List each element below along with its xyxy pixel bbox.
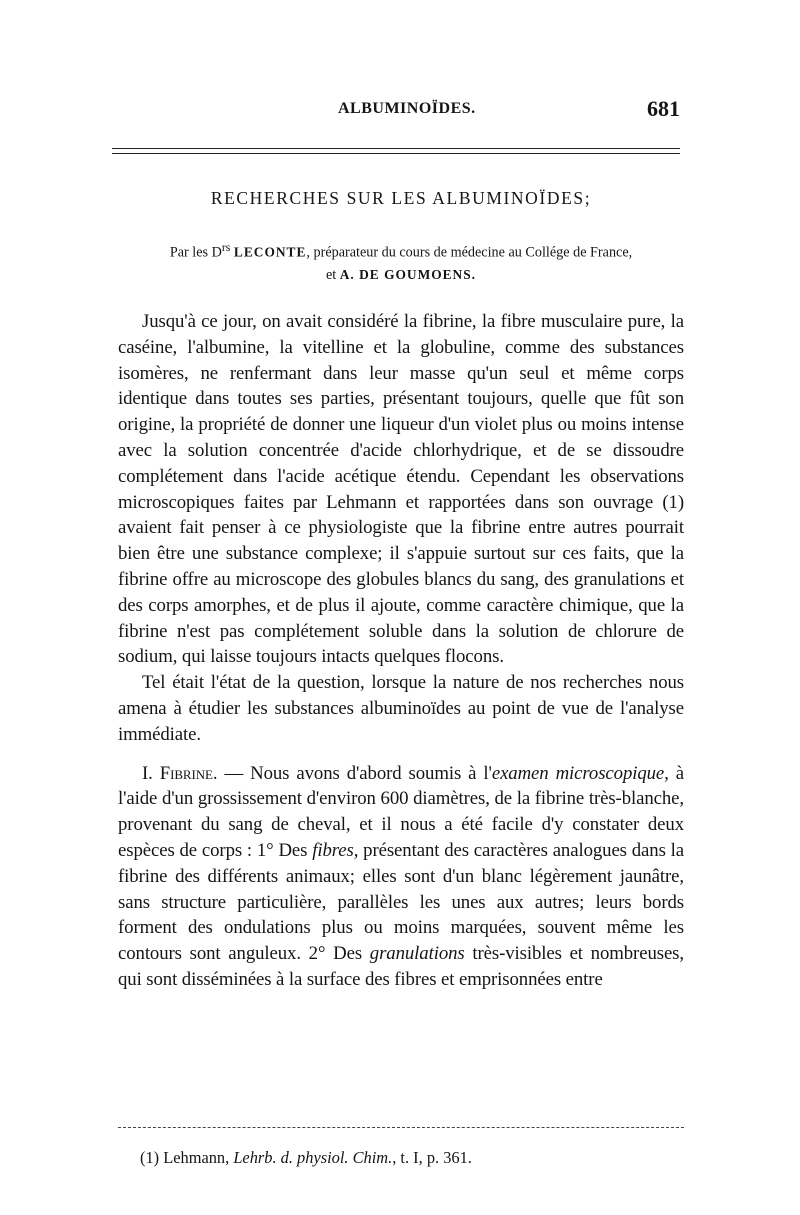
- byline: [118, 236, 684, 286]
- fibrine-text-2: à l'aide d'un grossissement d'environ 600 diamètres, de la fibrine très-blanche, provenant du sang de cheval, et il nous a été facile d'y constater deux espèces de corps : 1° Des: [118, 762, 685, 861]
- byline-conjunction: et: [325, 266, 337, 283]
- footnote-ref: , t. I, p. 361.: [392, 1148, 472, 1167]
- paragraph-intro: Jusqu'à ce jour, on avait considéré la fibrine, la fibre musculaire pure, la caséine, l'albumine, la vitelline et la globuline, comme des substances isomères, ne renfermant dans leur masse qu'un seul et même corps identique dans toutes ses parties, présentant toujours, quelle que fût son origine, la propriété de donner une liqueur d'un violet plus ou moins intense avec la solution concentrée d'acide chlorhydrique, et de se dissoudre complétement dans l'acide acétique étendu. Cependant les observations microscopiques faites par Lehmann et rapportées dans son ouvrage (1) avaient fait penser à ce physiologiste que la fibrine entre autres pourrait bien être une substance complexe; il s'appuie surtout sur ces faits, que la fibrine offre au microscope des globules blancs du sang, des granulations et des corps amorphes, et de plus il ajoute, comme caractère chimique, que la fibrine n'est pas complétement soluble dans la solution de chlorure de sodium, qui laisse toujours intacts quelques flocons.: [118, 311, 684, 668]
- header-double-rule: [112, 148, 680, 154]
- footnote-marker: (1) Lehmann,: [140, 1148, 234, 1167]
- article-body: [118, 309, 684, 993]
- footnote: [140, 1148, 680, 1168]
- emphasis-granulations: granulations: [369, 943, 465, 965]
- byline-prefix: Par les D: [169, 244, 222, 261]
- article-title: RECHERCHES SUR LES ALBUMINOÏDES;: [210, 188, 592, 208]
- fibrine-text-3: présentant des caractères analogues dans la fibrine des différents animaux; elles sont d'un blanc légèrement jaunâtre, sans structure particulière, parallèles les unes aux autres; leurs bords forment des ondulations plus ou moins marquées, souvent même les contours sont anguleux. 2° Des: [118, 839, 684, 965]
- author-goumoens: A. DE GOUMOENS.: [339, 266, 477, 282]
- section-dash: —: [217, 762, 251, 784]
- fibrine-text-4: très-visibles et nombreuses, qui sont disséminées à la surface des fibres et emprisonnées entre: [118, 943, 684, 990]
- section-heading: I. Fibrine.: [142, 762, 218, 784]
- paragraph-fibrine: [118, 761, 684, 993]
- fibrine-text-1: Nous avons d'abord soumis à l': [250, 762, 492, 784]
- author-role: , préparateur du cours de médecine au Collége de France,: [306, 244, 633, 261]
- paragraph-question: Tel était l'état de la question, lorsque la nature de nos recherches nous amena à étudier les substances albuminoïdes au point de vue de l'analyse immédiate.: [118, 672, 684, 745]
- emphasis-fibres: fibres,: [312, 839, 359, 861]
- author-leconte: LECONTE: [233, 244, 307, 260]
- footnote-rule: [118, 1127, 684, 1128]
- running-title: ALBUMINOÏDES.: [338, 100, 476, 117]
- footnote-work: Lehrb. d. physiol. Chim.: [233, 1148, 393, 1167]
- section-spacer: [118, 748, 684, 761]
- running-head: [118, 96, 680, 126]
- byline-superscript: rs: [221, 240, 231, 254]
- page-number: 681: [647, 96, 680, 121]
- emphasis-examen: examen microscopique,: [491, 762, 669, 784]
